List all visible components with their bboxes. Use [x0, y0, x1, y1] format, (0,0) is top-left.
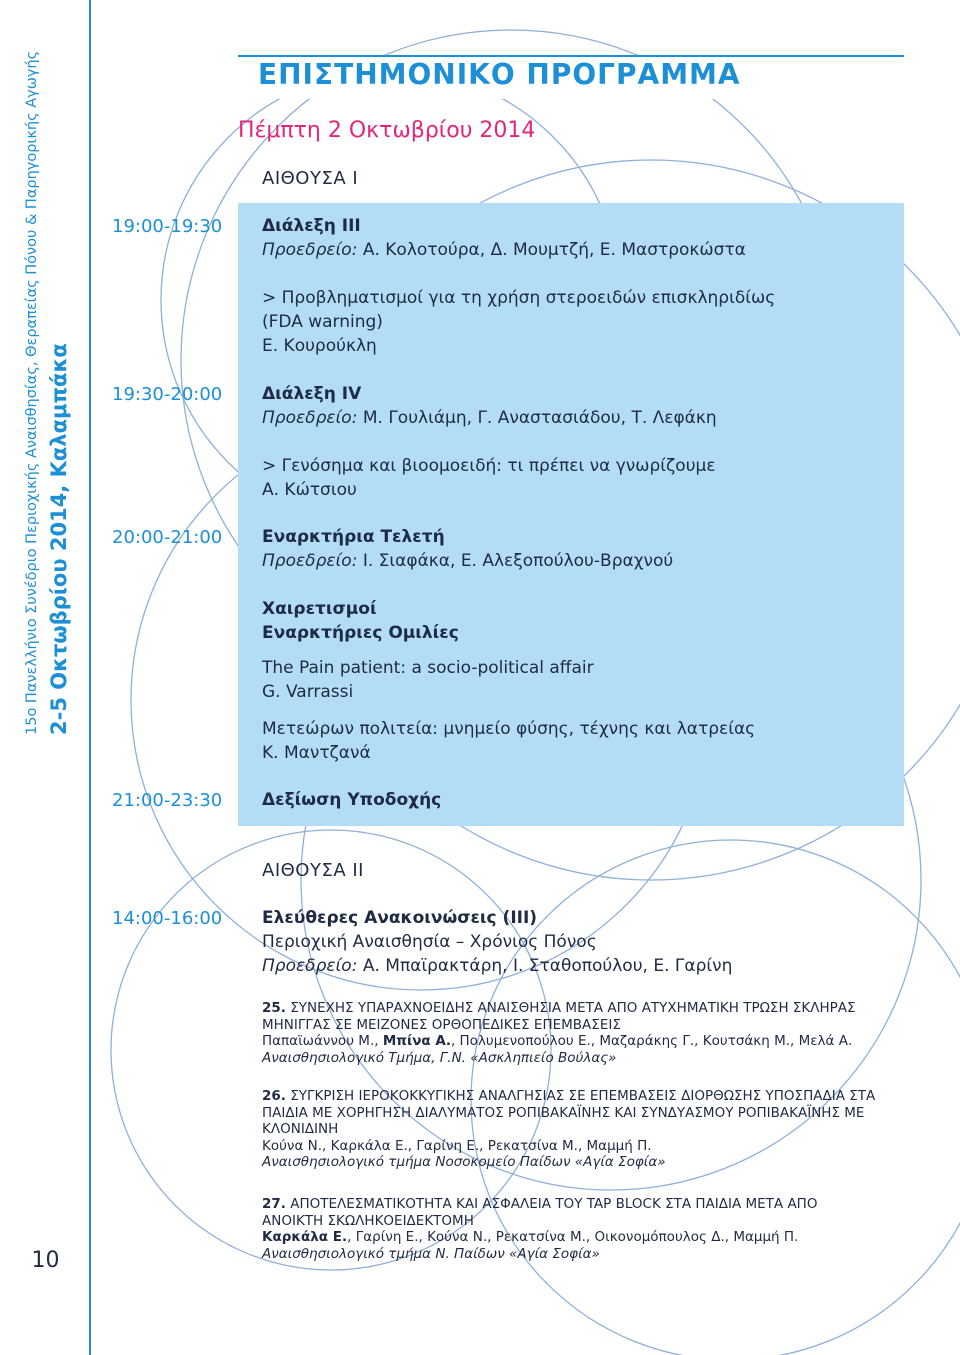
abstract-item [262, 1196, 882, 1262]
page-number: 10 [31, 1248, 60, 1273]
sidebar [0, 0, 91, 1355]
session-chairs: Προεδρείο: Ι. Σιαφάκα, Ε. Αλεξοπούλου-Βραχνού [262, 551, 674, 571]
abstract-authors: Καρκάλα Ε., Γαρίνη Ε., Κούνα Ν., Ρεκατσίνα Μ., Οικονομόπουλος Δ., Μαμμή Π. [262, 1229, 799, 1245]
abstract-item [262, 1088, 882, 1171]
abstract-title: 27. ΑΠΟΤΕΛΕΣΜΑΤΙΚΟΤΗΤΑ ΚΑΙ ΑΣΦΑΛΕΙΑ ΤΟΥ TAP BLOCK ΣΤΑ ΠΑΙΔΙΑ ΜΕΤΑ ΑΠΟ ΑΝΟΙΚΤΗ ΣΚΩΛΗΚΟΕΙΔΕΚΤΟΜΗ [262, 1196, 818, 1229]
talk-title: Μετεώρων πολιτεία: μνημείο φύσης, τέχνης και λατρείας [262, 719, 756, 739]
abstract-item [262, 1000, 882, 1066]
speaker: Κ. Μαντζανά [262, 743, 371, 763]
session-time: 20:00-21:00 [112, 527, 223, 548]
session-title: Ελεύθερες Ανακοινώσεις (ΙΙΙ) [262, 908, 538, 928]
abstract-authors: Κούνα Ν., Καρκάλα Ε., Γαρίνη Ε., Ρεκατσίνα Μ., Μαμμή Π. [262, 1137, 652, 1154]
session-time: 14:00-16:00 [112, 908, 223, 929]
abstract-institution: Αναισθησιολογικό τμήμα Νοσοκομείο Παίδων «Αγία Σοφία» [262, 1154, 666, 1170]
session-time: 21:00-23:30 [112, 790, 223, 811]
speaker: Α. Κώτσιου [262, 480, 357, 500]
session-time: 19:30-20:00 [112, 384, 223, 405]
program-date: Πέμπτη 2 Οκτωβρίου 2014 [238, 118, 536, 143]
talk-title: > Προβληματισμοί για τη χρήση στεροειδών επισκληριδίως [262, 288, 776, 308]
hall-heading-1: ΑΙΘΟΥΣΑ Ι [262, 168, 359, 189]
conference-dates-place: 2-5 Οκτωβρίου 2014, Καλαμπάκα [47, 343, 71, 735]
session-title: Δεξίωση Υποδοχής [262, 790, 442, 810]
session-chairs: Προεδρείο: Α. Μπαϊρακτάρη, Ι. Σταθοπούλου, Ε. Γαρίνη [262, 956, 733, 976]
session-title: Διάλεξη ΙV [262, 384, 362, 404]
session-title: Εναρκτήρια Τελετή [262, 527, 445, 547]
opening-speeches: Εναρκτήριες Ομιλίες [262, 623, 459, 643]
abstract-title: 26. ΣΥΓΚΡΙΣΗ ΙΕΡΟΚΟΚΚΥΓΙΚΗΣ ΑΝΑΛΓΗΣΙΑΣ ΣΕ ΕΠΕΜΒΑΣΕΙΣ ΔΙΟΡΘΩΣΗΣ ΥΠΟΣΠΑΔΙΑ ΣΤΑ ΠΑΙΔΙΑ ΜΕ ΧΟΡΗΓΗΣΗ ΔΙΑΛΥΜΑΤΟΣ ΡΟΠΙΒΑΚΑΪΝΗΣ ΚΑΙ ΣΥΝΔΥΑΣΜΟΥ ΡΟΠΙΒΑΚΑΪΝΗΣ ΜΕ ΚΛΟΝΙΔΙΝΗ [262, 1088, 876, 1137]
session-title: Διάλεξη ΙΙΙ [262, 216, 361, 236]
hall-heading-2: ΑΙΘΟΥΣΑ ΙΙ [262, 860, 364, 881]
session-subtitle: Περιοχική Αναισθησία – Χρόνιος Πόνος [262, 932, 597, 952]
abstract-institution: Αναισθησιολογικό Τμήμα, Γ.Ν. «Ασκληπιείο Βούλας» [262, 1049, 617, 1066]
greetings: Χαιρετισμοί [262, 599, 377, 619]
conference-name: 15ο Πανελλήνιο Συνέδριο Περιοχικής Αναισθησίας, Θεραπείας Πόνου & Παρηγορικής Αγωγής [24, 50, 40, 735]
page-title: ΕΠΙΣΤΗΜΟΝΙΚΟ ΠΡΟΓΡΑΜΜΑ [258, 58, 741, 91]
abstract-authors: Παπαϊωάννου Μ., Μπίνα Α., Πολυμενοπούλου Ε., Μαζαράκης Γ., Κουτσάκη Μ., Μελά Α. [262, 1033, 853, 1049]
abstract-institution: Αναισθησιολογικό τμήμα Ν. Παίδων «Αγία Σοφία» [262, 1245, 600, 1262]
talk-title: > Γενόσημα και βιοομοειδή: τι πρέπει να γνωρίζουμε [262, 456, 716, 476]
talk-title: The Pain patient: a socio-political affair [262, 658, 594, 678]
speaker: G. Varrassi [262, 682, 354, 702]
session-time: 19:00-19:30 [112, 216, 223, 237]
talk-title-cont: (FDA warning) [262, 312, 383, 332]
speaker: Ε. Κουρούκλη [262, 336, 377, 356]
abstract-title: 25. ΣΥΝΕΧΗΣ ΥΠΑΡΑΧΝΟΕΙΔΗΣ ΑΝΑΙΣΘΗΣΙΑ ΜΕΤΑ ΑΠΟ ΑΤΥΧΗΜΑΤΙΚΗ ΤΡΩΣΗ ΣΚΛΗΡΑΣ ΜΗΝΙΓΓΑΣ ΣΕ ΜΕΙΖΟΝΕΣ ΟΡΘΟΠΕΔΙΚΕΣ ΕΠΕΜΒΑΣΕΙΣ [262, 1000, 856, 1033]
session-chairs: Προεδρείο: Μ. Γουλιάμη, Γ. Αναστασιάδου, Τ. Λεφάκη [262, 408, 717, 428]
session-chairs: Προεδρείο: Α. Κολοτούρα, Δ. Μουμτζή, Ε. Μαστροκώστα [262, 240, 746, 260]
